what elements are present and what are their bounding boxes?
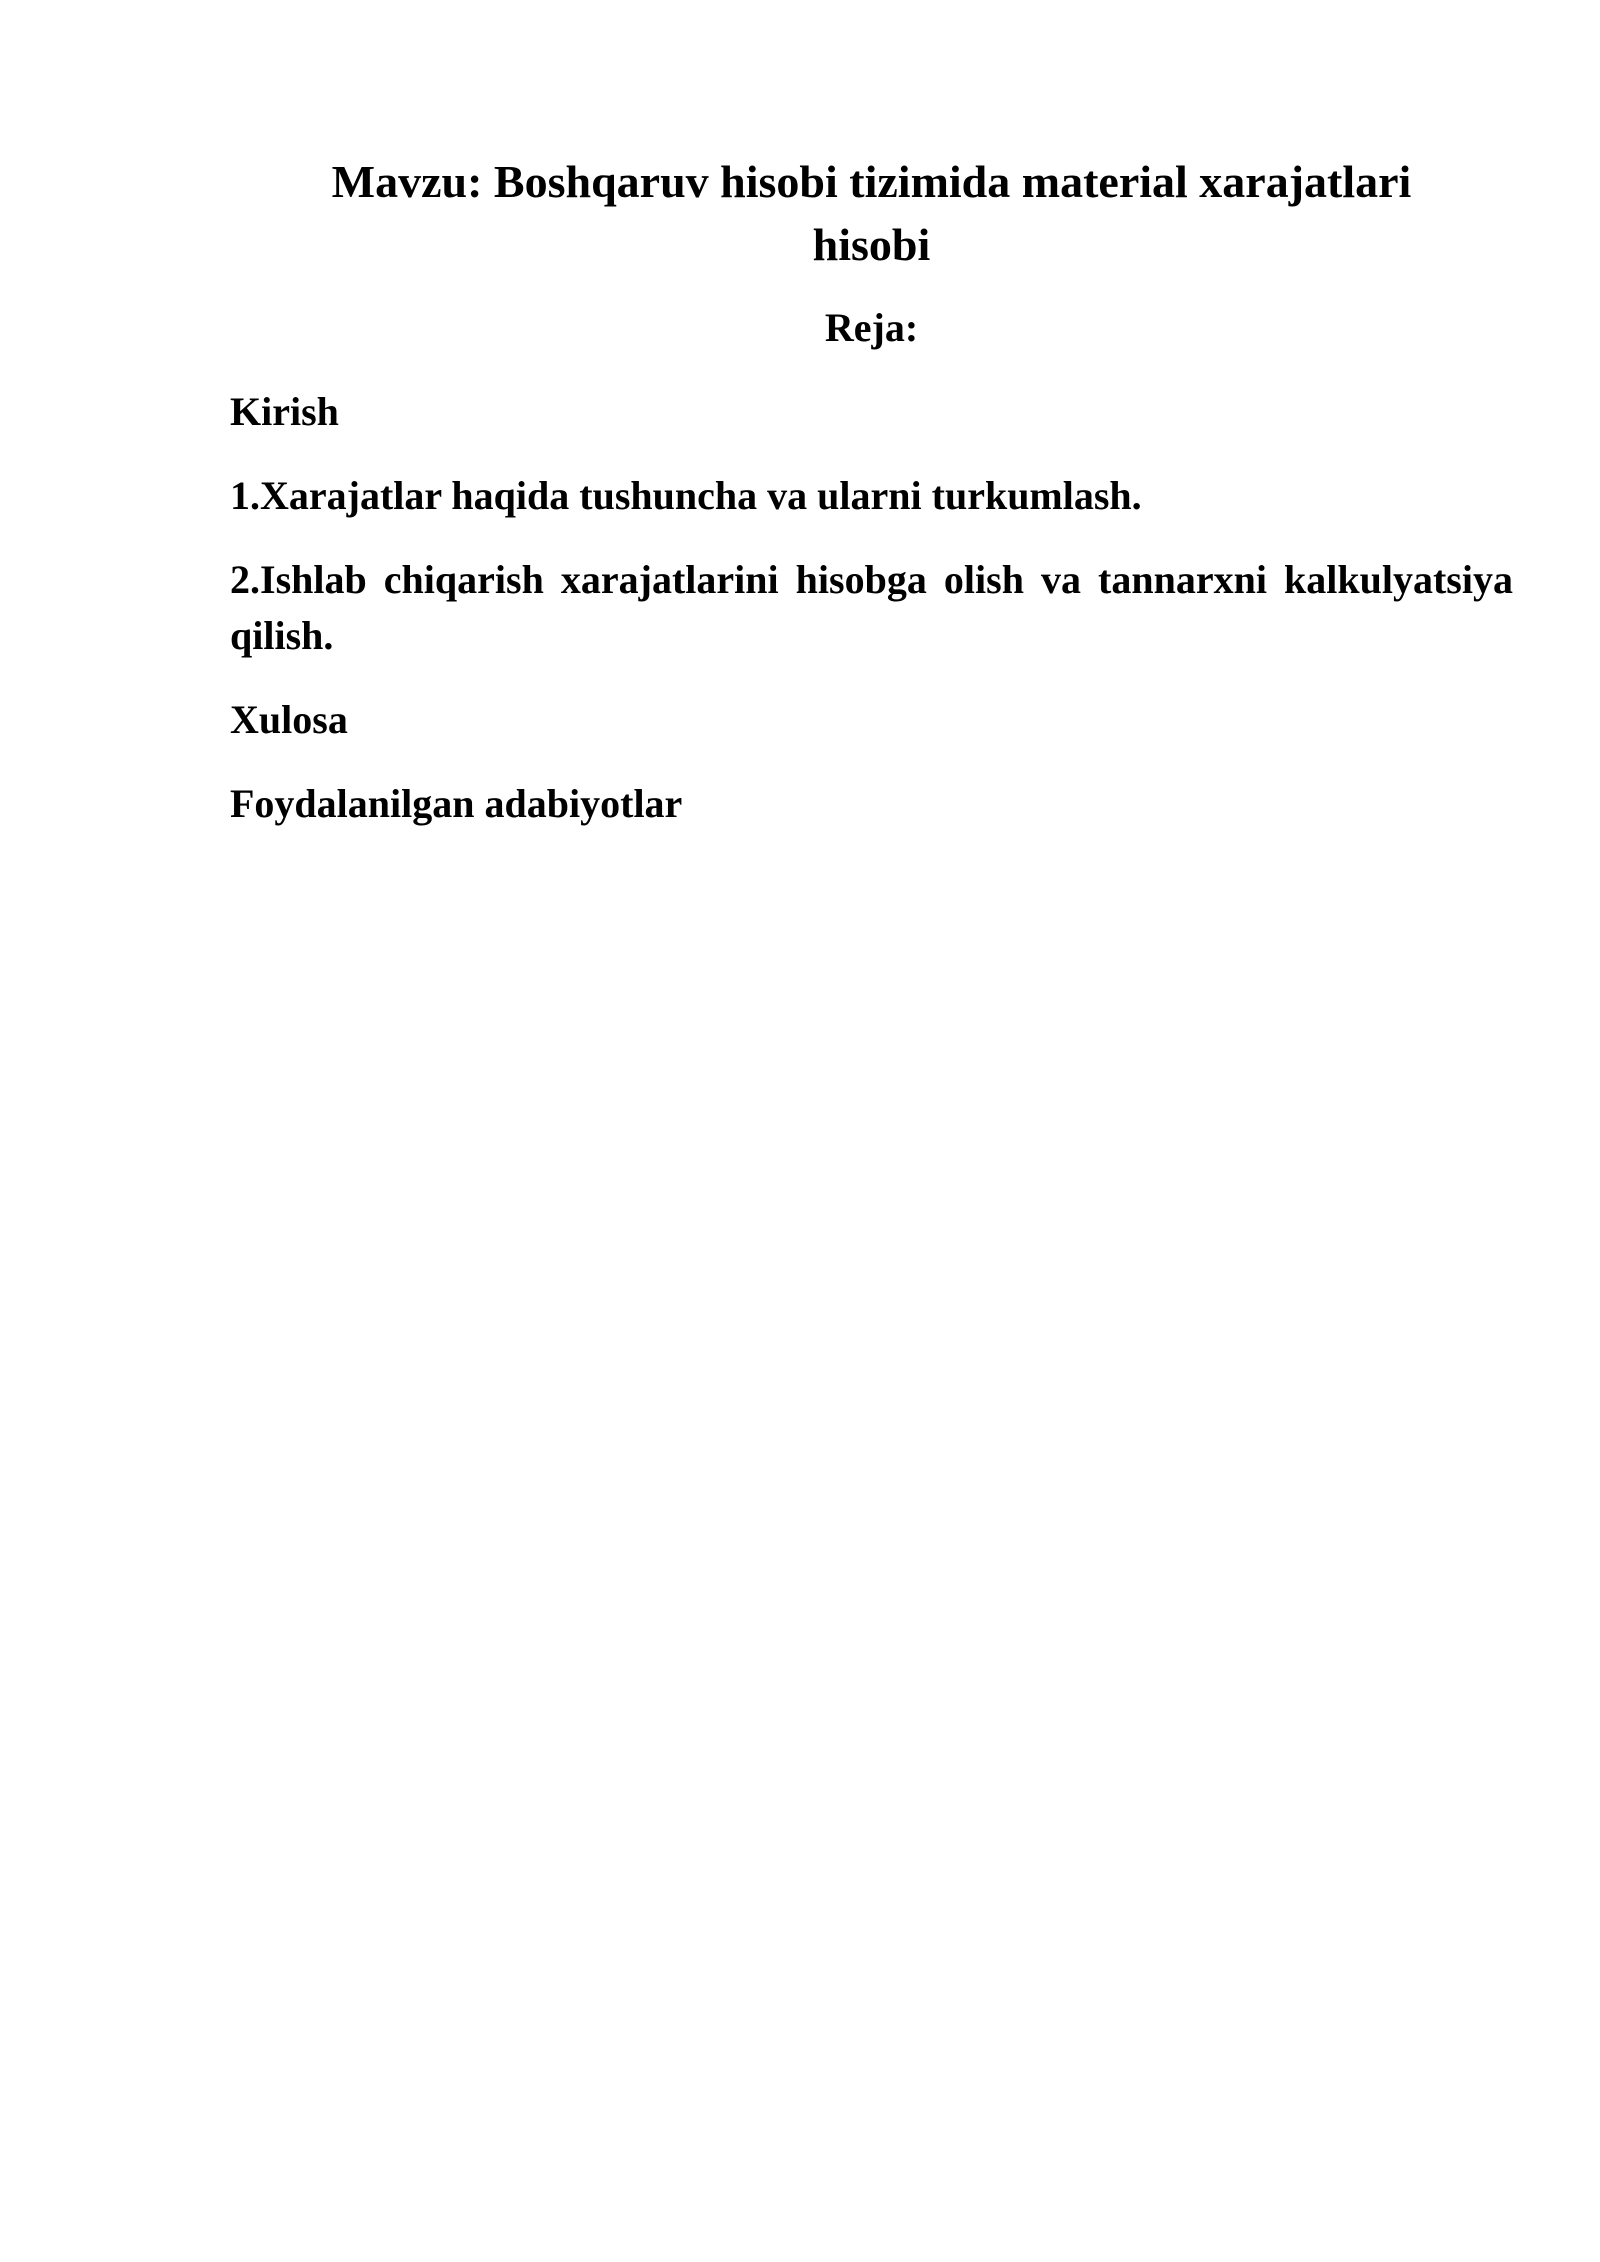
plan-item-introduction: Kirish [230, 389, 339, 434]
document-content [230, 150, 1513, 832]
plan-item-1: 1.Xarajatlar haqida tushuncha va ularni turkumlash. [230, 473, 1142, 518]
plan-item-2: 2.Ishlab chiqarish xarajatlarini hisobga olish va tannarxni kalkulyatsiya qilish. [230, 557, 1513, 658]
plan-item-references: Foydalanilgan adabiyotlar [230, 781, 683, 826]
plan-heading: Reja: [824, 305, 919, 350]
plan-item-conclusion: Xulosa [230, 697, 348, 742]
document-title: Mavzu: Boshqaruv hisobi tizimida material xarajatlari hisobi [331, 156, 1412, 270]
